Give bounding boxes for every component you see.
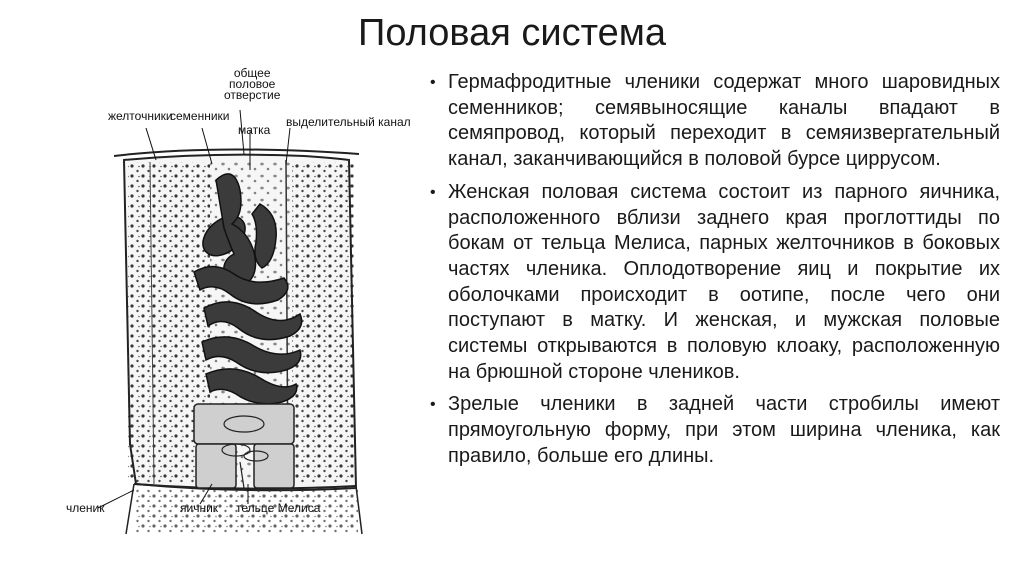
bullet-glyph: • — [430, 74, 436, 91]
label-excretory-canal: выделительный канал — [286, 115, 411, 129]
slide-title: Половая система — [358, 12, 666, 54]
bullet-item — [426, 70, 1000, 173]
label-genital-pore — [224, 68, 280, 101]
label-mehlis-gland: тельце Мелиса — [236, 501, 321, 515]
label-testes: семенники — [170, 109, 230, 123]
label-genital-pore-line1: общее — [233, 66, 271, 80]
bullet-text: Женская половая система состоит из парного яичника, расположенного вблизи заднего края проглоттиды по бокам от тельца Мелиса, парных желточников в боковых частях членика. Оплодотворение яиц и покрытие их оболочками происходит в оотипе, после чего они поступают в матку. И женская, и мужская половые системы открываются в половую клоаку, расположенную на брюшной стороне члеников. — [448, 180, 1000, 383]
bullet-text: Зрелые членики в задней части стробилы имеют прямоугольную форму, при этом ширина членика, как правило, больше его длины. — [448, 393, 1000, 467]
bullet-item — [426, 392, 1000, 469]
bullet-item — [426, 180, 1000, 386]
label-segment: членик — [66, 501, 105, 515]
bullet-list — [426, 70, 1000, 477]
label-vitellaria: желточники — [108, 109, 173, 123]
label-uterus: матка — [238, 123, 271, 137]
proglottid-diagram — [64, 64, 424, 544]
label-genital-pore-line3: отверстие — [224, 88, 281, 102]
label-ovary: яичник — [180, 501, 219, 515]
bullet-text: Гермафродитные членики содержат много шаровидных семенников; семявыносящие каналы впадают в семяпровод, который переходит в семяизвергательный канал, заканчивающийся в половой бурсе циррусом. — [448, 71, 1000, 171]
bullet-glyph: • — [430, 183, 436, 201]
bullet-glyph: • — [430, 396, 436, 414]
label-genital-pore-line2: половое — [229, 77, 276, 91]
